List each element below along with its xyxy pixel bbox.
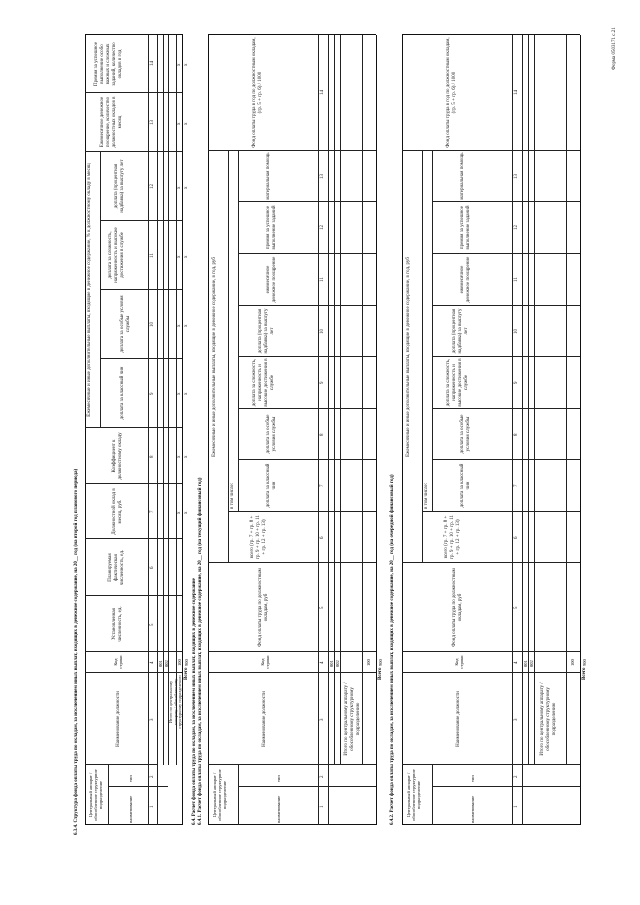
h634-c11: доплата за сложность, напряженность и высокие достижения в службе [108, 227, 125, 283]
col-num: 7 [514, 484, 519, 487]
x-mark: x [177, 511, 182, 514]
h641-c11: ежемесячное денежное поощрение [266, 256, 277, 303]
h642-naimenovanie: наименование [470, 795, 475, 823]
h641-position: Наименование должности [262, 691, 267, 747]
x-mark: x [177, 392, 182, 395]
col-num: 12 [514, 225, 519, 230]
section-64-title: 6.4. Расчет фонда оплаты труда по окладам, за исключением иных выплат, входящих в денежное содержание [192, 578, 197, 825]
row-code: 002 [335, 660, 340, 667]
col-num: 8 [514, 433, 519, 436]
col-num: 9 [320, 381, 325, 384]
x-mark: x [177, 324, 182, 327]
total-code-641: 100 [366, 659, 371, 666]
col-num: 4 [150, 661, 155, 664]
vsego-code-634: 900 [184, 659, 189, 666]
x-mark: x [184, 511, 189, 514]
row-code: 002 [164, 660, 169, 667]
col-num: 11 [320, 277, 325, 282]
row-code: 002 [529, 660, 534, 667]
col-num: 9 [514, 381, 519, 384]
col-num: 4 [320, 661, 325, 664]
x-mark: x [184, 186, 189, 189]
h634-tip: тип [128, 775, 133, 782]
h641-unit-group: Центральный аппарат / обособленное структурное подразделение [212, 769, 227, 821]
total-label-642: Итого по центральному аппарату / обособленному структурному подразделению [540, 682, 557, 756]
col-num: 3 [320, 718, 325, 721]
col-num: 2 [150, 775, 155, 778]
x-mark: x [184, 455, 189, 458]
h641-tip: тип [276, 775, 281, 782]
h641-c7: доплата за классный чин [266, 463, 277, 508]
h642-tip: тип [470, 775, 475, 782]
h642-c7: доплата за классный чин [460, 463, 471, 508]
row-code: 001 [158, 660, 163, 667]
h634-naimenovanie: наименование [128, 795, 133, 823]
section-634-title: 6.3.4. Структура фонда оплаты труда по окладам, за исключением иных выплат, входящих в денежное содержание, на 20__ год (на второй год планового периода) [74, 468, 79, 835]
h642-c11: ежемесячное денежное поощрение [460, 256, 471, 303]
vsego-634: Всего [184, 667, 189, 680]
h642-c9: доплата за сложность, напряженность и высокие достижения в службе [446, 358, 469, 407]
vsego-641: Всего [378, 667, 383, 680]
total-label-641: Итого по центральному аппарату / обособленному структурному подразделению [344, 682, 361, 756]
form-header: Форма 0503171 с.21 [612, 27, 617, 70]
vsego-code-642: 900 [582, 659, 587, 666]
col-num: 14 [320, 90, 325, 95]
col-num: 13 [150, 120, 155, 125]
col-num: 10 [320, 329, 325, 334]
x-mark: x [184, 122, 189, 125]
h634-c10: доплата за особые условия службы [120, 295, 131, 353]
col-num: 12 [150, 184, 155, 189]
col-num: 2 [320, 775, 325, 778]
col-num: 6 [320, 536, 325, 539]
h642-code: Код строки [454, 655, 464, 669]
x-mark: x [177, 255, 182, 258]
h642-c14: Фонд оплаты труда в год по должностным окладам, (гр. 5 + гр. 6) / 1000 [446, 37, 457, 148]
col-num: 9 [150, 392, 155, 395]
h634-c9: доплата за классный чин [120, 366, 125, 420]
col-num: 11 [150, 253, 155, 258]
col-num: 2 [514, 775, 519, 778]
x-mark: x [184, 324, 189, 327]
col-num: 12 [320, 225, 325, 230]
x-mark: x [177, 186, 182, 189]
total-code-642: 100 [570, 659, 575, 666]
col-num: 6 [514, 536, 519, 539]
col-num: 8 [150, 455, 155, 458]
col-num: 6 [150, 566, 155, 569]
total-code-634: 100 [177, 659, 182, 666]
col-num: 7 [150, 510, 155, 513]
h641-code: Код строки [260, 655, 270, 669]
h641-c8: доплата за особые условия службы [266, 414, 277, 454]
h634-coef: Коэффициент к должностному окладу [112, 432, 123, 480]
col-num: 11 [514, 277, 519, 282]
h634-position: Наименование должности [116, 691, 121, 747]
col-num: 5 [150, 623, 155, 626]
h641-c14: Фонд оплаты труда в год по должностным окладам, (гр. 5 + гр. 6) / 1000 [252, 37, 263, 148]
h634-c14: Премия за успешное выполнение особо важных и сложных заданий, количество окладов в год [94, 41, 123, 87]
h641-vsego: всего (гр. 7 + гр. 8 + гр. 9 + гр. 10 + гр. 11 + гр. 12 + гр. 13) [250, 514, 267, 560]
h641-c12: премия за успешное выполнение заданий [266, 205, 277, 250]
x-mark: x [184, 255, 189, 258]
h642-position: Наименование должности [456, 691, 461, 747]
h642-incl: в том числе: [424, 482, 429, 509]
total-label-634: Итого по центральному аппарату / обособленному структурному подразделению [168, 675, 183, 729]
col-num: 8 [320, 433, 325, 436]
row-code: 001 [329, 660, 334, 667]
col-num: 1 [150, 805, 155, 808]
x-mark: x [177, 122, 182, 125]
col-num: 5 [514, 606, 519, 609]
h641-c10: доплата (процентная надбавка) за выслугу лет [258, 308, 275, 354]
h634-unit-group: Центральный аппарат / обособленное структурное подразделение [88, 769, 103, 821]
h641-fund: Фонд оплаты труда по должностным окладам, руб [258, 568, 269, 647]
x-mark: x [177, 63, 182, 66]
row-code: 001 [523, 660, 528, 667]
col-num: 14 [150, 61, 155, 66]
x-mark: x [184, 392, 189, 395]
h642-c12: премия за успешное выполнение заданий [460, 205, 471, 250]
x-mark: x [184, 63, 189, 66]
h634-c12: доплата (процентная надбавка) за выслугу лет [114, 159, 125, 213]
col-num: 7 [320, 484, 325, 487]
h634-c13: Ежемесячное денежное поощрение, количество должностных окладов в месяц [100, 96, 123, 148]
h642-c8: доплата за особые условия службы [460, 414, 471, 454]
col-num: 14 [514, 90, 519, 95]
col-num: 3 [150, 718, 155, 721]
col-num: 5 [320, 606, 325, 609]
h634-code: Код строки [113, 655, 123, 669]
h634-staff: Установленная численность, ед. [112, 606, 123, 642]
section-642-title: 6.4.2. Расчет фонда оплаты труда по окладам, за исключением иных выплат, входящих в денежное содержание, на 20__ год (на очередной финансовый год) [390, 474, 395, 825]
col-num: 13 [514, 174, 519, 179]
x-mark: x [177, 455, 182, 458]
h642-c13: материальная помощь [460, 152, 465, 200]
h634-group-title: Ежемесячные и иные дополнительные выплаты, входящие в денежное содержание, % к должностному окладу в месяц [87, 163, 92, 417]
h634-salary: Должностной оклад в месяц, руб. [112, 488, 123, 535]
h641-naimenovanie: наименование [276, 795, 281, 823]
h641-c9: доплата за сложность, напряженность и высокие достижения в службе [252, 358, 275, 407]
section-641-title: 6.4.1. Расчет фонда оплаты труда по окладам, за исключением иных выплат, входящих в денежное содержание, на 20__ год (на текущий финансовый год) [198, 477, 203, 825]
col-num: 10 [514, 329, 519, 334]
h642-c10: доплата (процентная надбавка) за выслугу лет [452, 308, 469, 354]
col-num: 1 [320, 805, 325, 808]
h641-incl: в том числе: [230, 482, 235, 509]
col-num: 1 [514, 805, 519, 808]
vsego-code-641: 900 [378, 659, 383, 666]
col-num: 4 [514, 661, 519, 664]
h641-group-title: Ежемесячные и иные дополнительные выплаты, входящие в денежное содержание, в год, руб [212, 257, 217, 457]
h634-planned: Планируемая фактическая численность, ед. [108, 549, 125, 586]
h641-c13: материальная помощь [266, 152, 271, 200]
h642-unit-group: Центральный аппарат / обособленное структурное подразделение [406, 769, 421, 821]
col-num: 13 [320, 174, 325, 179]
col-num: 3 [514, 718, 519, 721]
vsego-642: Всего [582, 667, 587, 680]
h642-group-title: Ежемесячные и иные дополнительные выплаты, входящие в денежное содержание, в год, руб [406, 257, 411, 457]
h642-fund: Фонд оплаты труда по должностным окладам, руб [452, 568, 463, 647]
h642-vsego: всего (гр. 7 + гр. 8 + гр. 9 + гр. 10 + гр. 11 + гр. 12 + гр. 13) [444, 514, 461, 560]
col-num: 10 [150, 322, 155, 327]
